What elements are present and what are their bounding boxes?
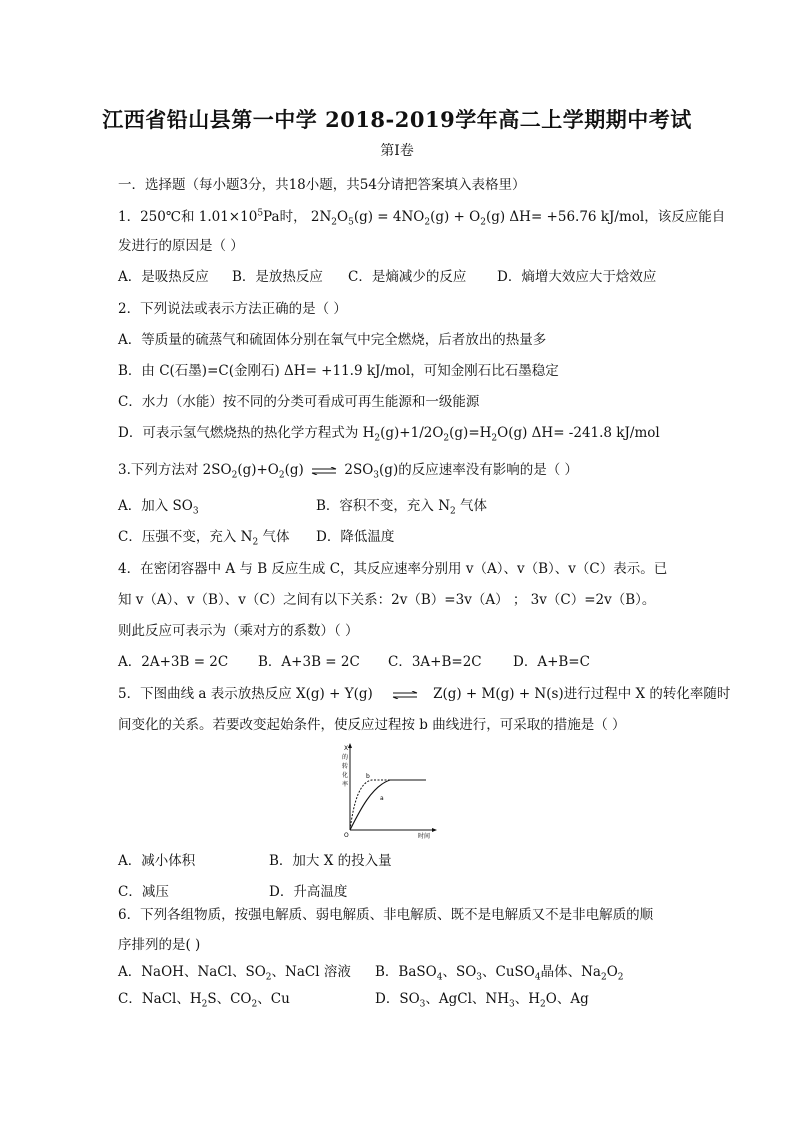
origin-label: O [344,832,349,839]
q2-stem: 2．下列说法或表示方法正确的是（ ） [118,301,347,317]
q6-option-a: A．NaOH、NaCl、$SO_2$、NaCl 溶液 [118,964,351,983]
q5-option-a: A．减小体积 [118,853,196,869]
q3-option-b: B．容积不变，充入 $N_2$ 气体 [316,498,488,517]
q5-option-c: C．减压 [118,884,169,900]
q2-option-b: B．由 C(石墨)=C(金刚石) ΔH= +11.9 kJ/mol，可知金刚石比石墨稳定 [118,363,559,379]
y-axis-label-hua: 化 [342,772,349,779]
q3-option-c: C．压强不变，充入 $N_2$ 气体 [118,529,290,548]
y-axis-arrow-icon [348,743,352,748]
q5-option-d: D．升高温度 [269,884,348,900]
y-axis-label-x: X [344,745,349,752]
q1-option-d: D．熵增大效应大于焓效应 [497,269,657,285]
q4-line3: 则此反应可表示为（乘对方的系数）（ ） [118,623,359,639]
q3-option-a: A．加入 $SO_3$ [118,498,199,517]
curve-b [350,780,426,830]
section-heading: 一．选择题（每小题3分，共18小题，共54分请把答案填入表格里） [118,177,526,193]
q2-option-a: A．等质量的硫蒸气和硫固体分别在氧气中完全燃烧，后者放出的热量多 [118,332,547,348]
curve-a-label: a [380,795,384,802]
q6-option-b: B．BaSO$_4$、$SO_3$、CuSO$_4$晶体、$Na_2O_2$ [375,964,624,983]
q2-option-d: D．可表示氢气燃烧热的热化学方程式为 $H_2(g)+1/2O_2(g)=H_2O(g)$ ΔH= -241.8 kJ/mol [118,425,660,444]
q6-option-c: C．NaCl、$H_2S$、$CO_2$、Cu [118,991,290,1010]
section-subtitle: 第Ⅰ卷 [380,143,414,159]
curve-a [350,780,426,830]
page-title: 江西省铅山县第一中学 2018-2019学年高二上学期期中考试 [102,107,692,132]
conversion-rate-graph [338,740,438,840]
q1-option-b: B．是放热反应 [232,269,323,285]
x-axis-arrow-icon [432,828,437,832]
q2-option-c: C．水力（水能）按不同的分类可看成可再生能源和一级能源 [118,394,480,410]
q3-stem: 3.下列方法对 $2SO_2(g)+O_2(g)$ $2SO_3(g)$的反应速率没有影响的是（ ） [118,462,578,481]
q4-line2: 知 v（A）、v（B）、v（C）之间有以下关系：2v（B）=3v（A） ； 3v（C）=2v（B）。 [118,592,656,608]
q1-option-a: A．是吸热反应 [118,269,209,285]
y-axis-label-de: 的 [342,754,349,761]
curve-b-label: b [366,773,370,780]
q4-line1: 4．在密闭容器中 A 与 B 反应生成 C，其反应速率分别用 v（A）、v（B）、v（C）表示。已 [118,561,668,577]
q6-option-d: D．$SO_3$、AgCl、$NH_3$、$H_2O$、Ag [375,991,589,1010]
q1-stem-line2: 发进行的原因是（ ） [118,238,244,254]
y-axis-label-lv: 率 [342,781,349,788]
equilibrium-arrow-icon [311,467,337,475]
q5-stem-line1: 5．下图曲线 a 表示放热反应 X(g) + Y(g) Z(g) + M(g) + N(s)进行过程中 X 的转化率随时 [118,686,731,702]
y-axis-label-zhuan: 转 [342,763,349,770]
q4-option-c: C．3A+B=2C [388,654,482,670]
equilibrium-arrow-icon [380,691,430,699]
q4-option-b: B．A+3B = 2C [258,654,360,670]
q5-option-b: B．加大 X 的投入量 [269,853,392,869]
q6-line1: 6．下列各组物质，按强电解质、弱电解质、非电解质、既不是电解质又不是非电解质的顺 [118,907,654,923]
q1-stem-line1: 1．250℃和 $1.01\times 10^5Pa$时， $2N_2O_5(g) = 4NO_2(g) + O_2(g)$ ΔH= +56.76 kJ/mol，该反应能自 [118,208,726,228]
x-axis-label: 时间 [418,833,431,840]
q1-option-c: C．是熵减少的反应 [348,269,467,285]
q4-option-a: A．2A+3B = 2C [118,654,229,670]
q3-option-d: D．降低温度 [316,529,395,545]
q6-line2: 序排列的是( ) [118,937,201,953]
q5-stem-line2: 间变化的关系。若要改变起始条件，使反应过程按 b 曲线进行，可采取的措施是（ ） [118,717,626,733]
q4-option-d: D．A+B=C [513,654,590,670]
